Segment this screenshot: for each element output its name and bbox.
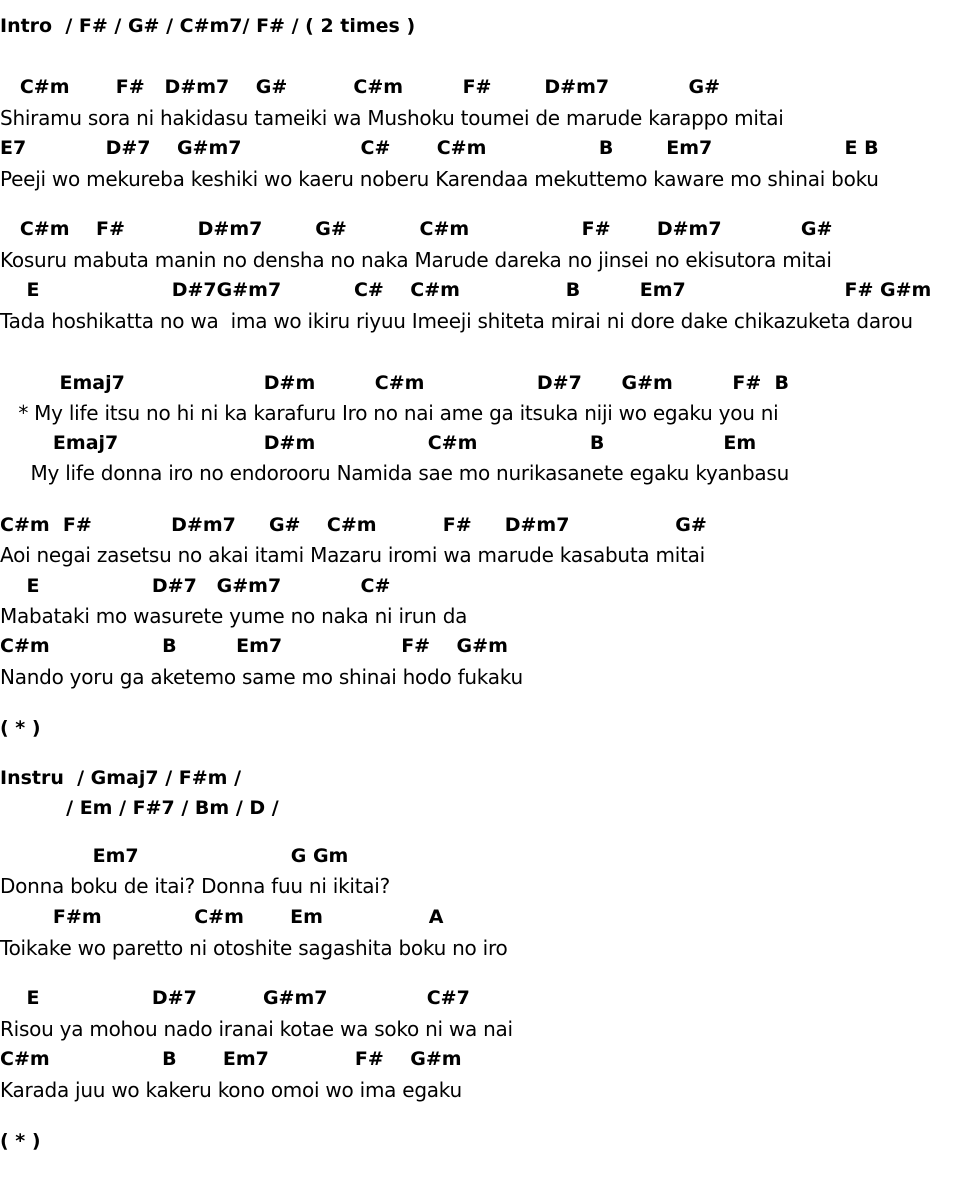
chord-line: F#m C#m Em A (0, 906, 444, 928)
instrumental-line: Instru / Gmaj7 / F#m / (0, 767, 242, 789)
chorus-lyric-line: My life donna iro no endorooru Namida sae mo nurikasanete egaku kyanbasu (0, 461, 790, 485)
chord-line: Emaj7 D#m C#m D#7 G#m F# B (0, 372, 789, 394)
chorus-marker: ( * ) (0, 1130, 41, 1152)
chord-line: C#m B Em7 F# G#m (0, 635, 508, 657)
chord-line: C#m B Em7 F# G#m (0, 1048, 462, 1070)
lyric-line: Mabataki mo wasurete yume no naka ni irun da (0, 604, 468, 628)
lyric-line: Shiramu sora ni hakidasu tameiki wa Mushoku toumei de marude karappo mitai (0, 106, 784, 130)
lyric-line: Donna boku de itai? Donna fuu ni ikitai? (0, 874, 390, 898)
lyric-line: Tada hoshikatta no wa ima wo ikiru riyuu Imeeji shiteta mirai ni dore dake chikazuketa darou (0, 309, 913, 333)
chord-line: E7 D#7 G#m7 C# C#m B Em7 E B (0, 137, 879, 159)
lyric-line: Kosuru mabuta manin no densha no naka Marude dareka no jinsei no ekisutora mitai (0, 248, 832, 272)
instrumental-line: / Em / F#7 / Bm / D / (0, 797, 279, 819)
lyric-line: Nando yoru ga aketemo same mo shinai hodo fukaku (0, 665, 523, 689)
chord-line: E D#7G#m7 C# C#m B Em7 F# G#m (0, 279, 932, 301)
chord-line: E D#7 G#m7 C# (0, 575, 391, 597)
lyric-line: Karada juu wo kakeru kono omoi wo ima egaku (0, 1078, 462, 1102)
chord-line: C#m F# D#m7 G# C#m F# D#m7 G# (0, 218, 833, 240)
chord-line: Emaj7 D#m C#m B Em (0, 432, 757, 454)
lyric-line: Risou ya mohou nado iranai kotae wa soko ni wa nai (0, 1017, 513, 1041)
chord-line: C#m F# D#m7 G# C#m F# D#m7 G# (0, 514, 707, 536)
chorus-lyric-line: * My life itsu no hi ni ka karafuru Iro no nai ame ga itsuka niji wo egaku you ni (0, 401, 779, 425)
chord-line: Em7 G Gm (0, 845, 349, 867)
lyric-line: Toikake wo paretto ni otoshite sagashita boku no iro (0, 936, 508, 960)
intro-line: Intro / F# / G# / C#m7/ F# / ( 2 times ) (0, 15, 416, 37)
lyric-line: Peeji wo mekureba keshiki wo kaeru noberu Karendaa mekuttemo kaware mo shinai boku (0, 167, 879, 191)
chord-line: E D#7 G#m7 C#7 (0, 987, 470, 1009)
lyric-line: Aoi negai zasetsu no akai itami Mazaru iromi wa marude kasabuta mitai (0, 543, 705, 567)
chorus-marker: ( * ) (0, 717, 41, 739)
chord-line: C#m F# D#m7 G# C#m F# D#m7 G# (0, 76, 720, 98)
